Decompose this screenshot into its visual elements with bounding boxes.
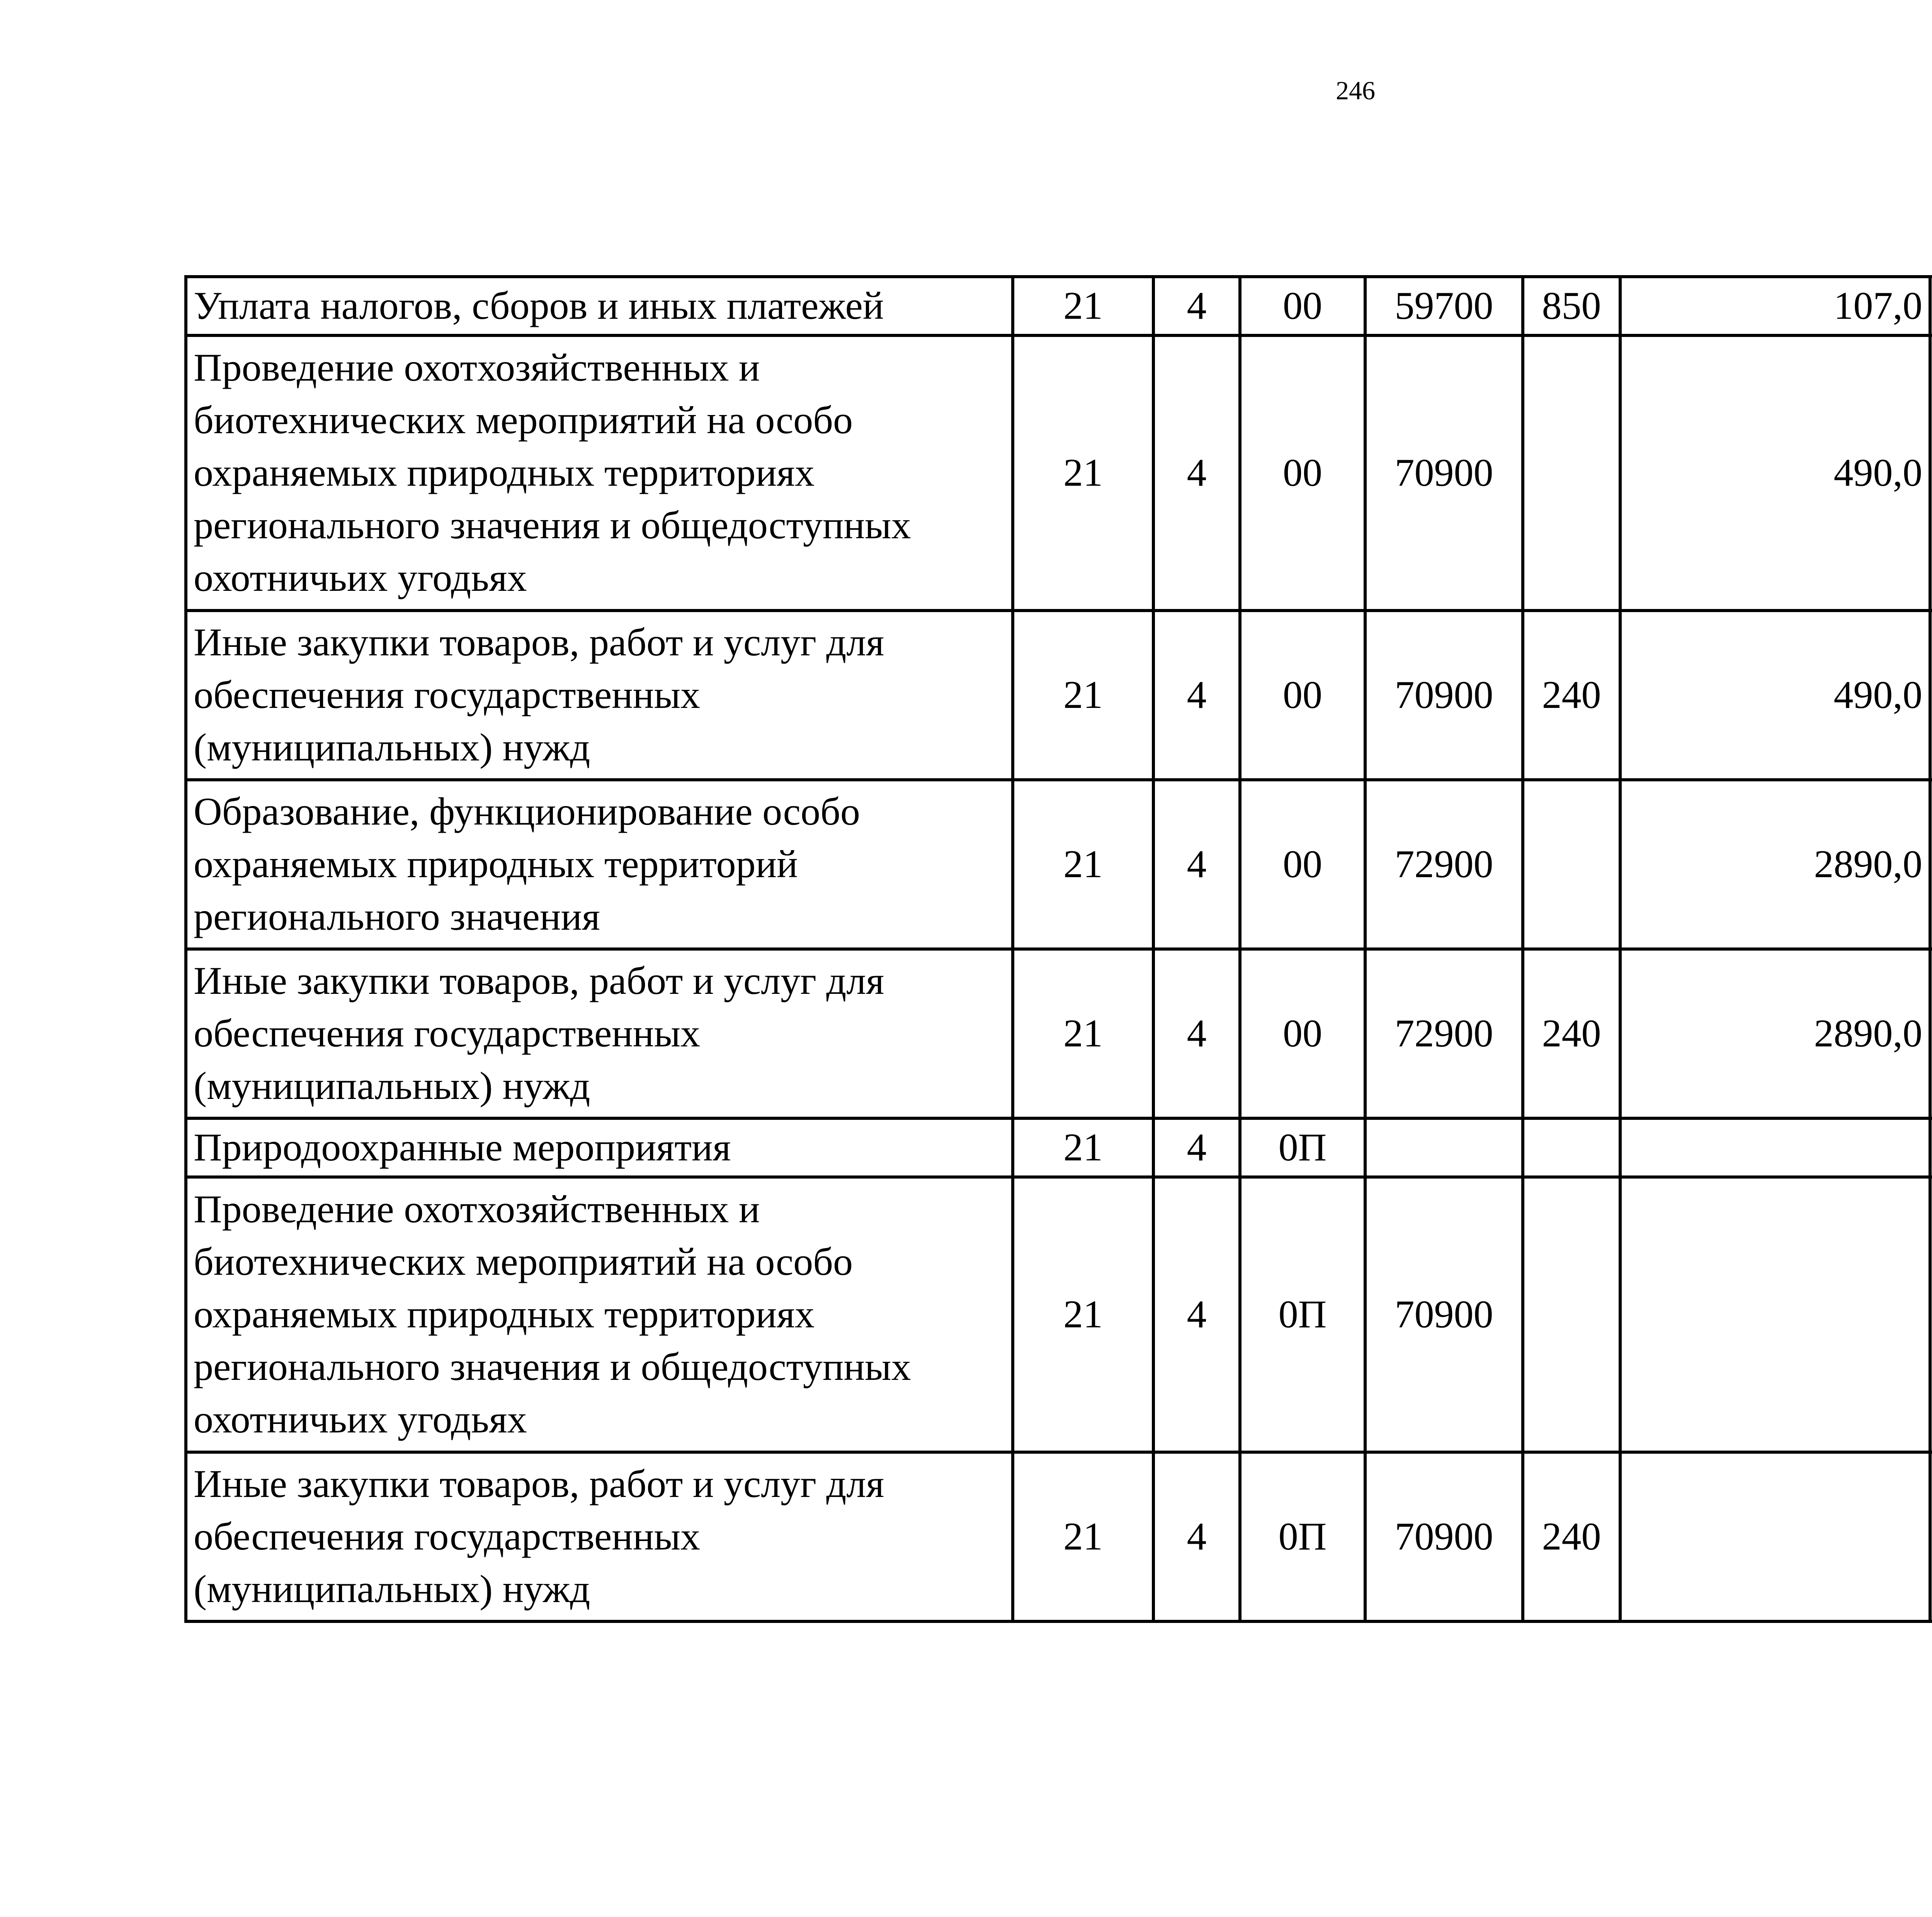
cell-sum-year2 xyxy=(1930,335,1932,611)
table-row xyxy=(186,611,1932,780)
table-row xyxy=(186,1118,1932,1177)
row-name: Образование, функционирование особо охраняемых природных территорий регионального значения xyxy=(186,780,1013,949)
cell-sum-year2 xyxy=(1930,611,1932,780)
row-name: Иные закупки товаров, работ и услуг для обеспечения государственных (муниципальных) нужд xyxy=(186,1452,1013,1621)
cell-direction: 59700 xyxy=(1365,277,1523,335)
cell-gp: 21 xyxy=(1013,1118,1153,1177)
cell-pp: 4 xyxy=(1153,780,1240,949)
cell-gp: 21 xyxy=(1013,1177,1153,1452)
cell-direction: 70900 xyxy=(1365,611,1523,780)
cell-om: 00 xyxy=(1240,335,1365,611)
cell-direction: 72900 xyxy=(1365,949,1523,1118)
row-name: Проведение охотхозяйственных и биотехнических мероприятий на особо охраняемых природных территориях регионального значения и общедоступных охотничьих угодьях xyxy=(186,1177,1013,1452)
cell-sum-year1: 2890,0 xyxy=(1620,949,1930,1118)
cell-pp: 4 xyxy=(1153,335,1240,611)
cell-vr: 850 xyxy=(1523,277,1620,335)
table-row xyxy=(186,335,1932,611)
cell-direction: 70900 xyxy=(1365,335,1523,611)
cell-sum-year2 xyxy=(1930,1177,1932,1452)
cell-vr xyxy=(1523,335,1620,611)
cell-om: 0П xyxy=(1240,1177,1365,1452)
cell-vr xyxy=(1523,780,1620,949)
table-row xyxy=(186,780,1932,949)
cell-direction: 70900 xyxy=(1365,1452,1523,1621)
cell-sum-year1: 490,0 xyxy=(1620,335,1930,611)
cell-pp: 4 xyxy=(1153,277,1240,335)
table-row xyxy=(186,1177,1932,1452)
cell-sum-year2 xyxy=(1930,277,1932,335)
row-name: Иные закупки товаров, работ и услуг для обеспечения государственных (муниципальных) нужд xyxy=(186,949,1013,1118)
table-row xyxy=(186,949,1932,1118)
cell-gp: 21 xyxy=(1013,1452,1153,1621)
cell-vr: 240 xyxy=(1523,949,1620,1118)
cell-gp: 21 xyxy=(1013,780,1153,949)
row-name: Проведение охотхозяйственных и биотехнических мероприятий на особо охраняемых природных территориях регионального значения и общедоступных охотничьих угодьях xyxy=(186,335,1013,611)
cell-om: 00 xyxy=(1240,277,1365,335)
cell-pp: 4 xyxy=(1153,949,1240,1118)
cell-sum-year2 xyxy=(1930,949,1932,1118)
cell-pp: 4 xyxy=(1153,611,1240,780)
cell-vr xyxy=(1523,1177,1620,1452)
row-name: Иные закупки товаров, работ и услуг для обеспечения государственных (муниципальных) нужд xyxy=(186,611,1013,780)
row-name: Природоохранные мероприятия xyxy=(186,1118,1013,1177)
row-name: Уплата налогов, сборов и иных платежей xyxy=(186,277,1013,335)
cell-gp: 21 xyxy=(1013,277,1153,335)
cell-om: 00 xyxy=(1240,611,1365,780)
cell-sum-year1: 107,0 xyxy=(1620,277,1930,335)
cell-direction: 70900 xyxy=(1365,1177,1523,1452)
cell-pp: 4 xyxy=(1153,1177,1240,1452)
cell-om: 0П xyxy=(1240,1452,1365,1621)
cell-gp: 21 xyxy=(1013,335,1153,611)
cell-sum-year1 xyxy=(1620,1177,1930,1452)
cell-gp: 21 xyxy=(1013,949,1153,1118)
cell-vr: 240 xyxy=(1523,611,1620,780)
cell-om: 00 xyxy=(1240,780,1365,949)
cell-direction xyxy=(1365,1118,1523,1177)
cell-sum-year1: 490,0 xyxy=(1620,611,1930,780)
cell-sum-year1: 2890,0 xyxy=(1620,780,1930,949)
page-number: 246 xyxy=(1336,76,1375,105)
cell-sum-year2 xyxy=(1930,780,1932,949)
cell-om: 0П xyxy=(1240,1118,1365,1177)
cell-sum-year1 xyxy=(1620,1452,1930,1621)
cell-direction: 72900 xyxy=(1365,780,1523,949)
cell-pp: 4 xyxy=(1153,1118,1240,1177)
cell-pp: 4 xyxy=(1153,1452,1240,1621)
budget-table xyxy=(184,275,1932,1623)
table-row xyxy=(186,1452,1932,1621)
cell-vr xyxy=(1523,1118,1620,1177)
cell-gp: 21 xyxy=(1013,611,1153,780)
cell-om: 00 xyxy=(1240,949,1365,1118)
table-row xyxy=(186,277,1932,335)
cell-sum-year2 xyxy=(1930,1118,1932,1177)
cell-sum-year2 xyxy=(1930,1452,1932,1621)
cell-sum-year1 xyxy=(1620,1118,1930,1177)
cell-vr: 240 xyxy=(1523,1452,1620,1621)
